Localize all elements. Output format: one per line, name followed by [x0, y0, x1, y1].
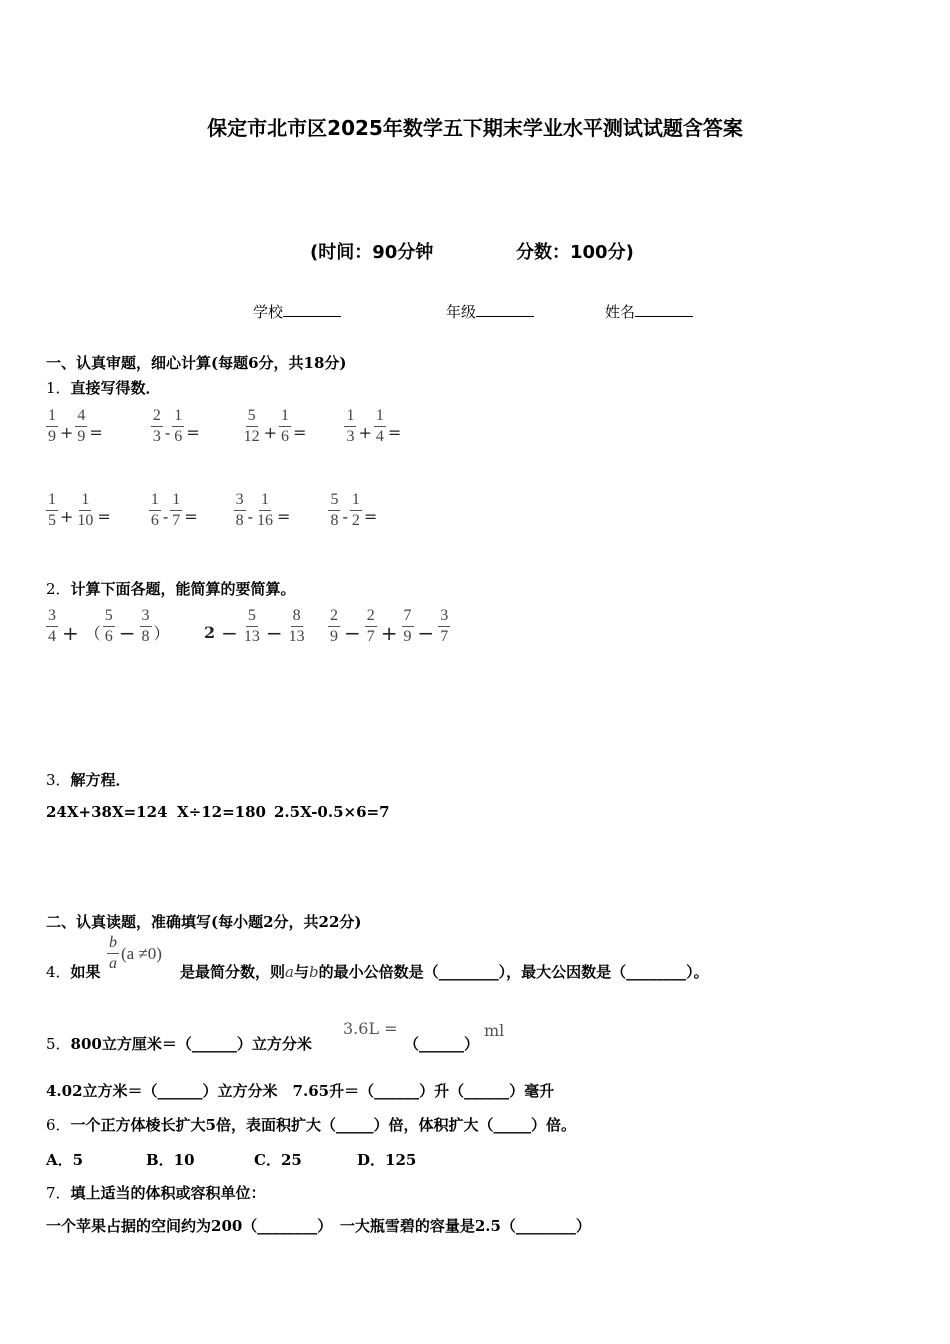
q7	[46, 1182, 266, 1203]
equation: X÷12=180	[177, 803, 266, 821]
equals-sign: =	[363, 507, 378, 526]
q6-number: 6．	[46, 1116, 71, 1134]
equals-sign: =	[89, 423, 103, 442]
operator: +	[60, 423, 74, 442]
paren: ）	[153, 624, 170, 643]
page-title: 保定市北市区2025年数学五下期末学业水平测试试题含答案	[207, 116, 743, 140]
equals-sign: =	[184, 507, 198, 526]
calc-item	[328, 492, 379, 529]
operator: −	[265, 620, 283, 645]
q6-text: 一个正方体棱长扩大5倍，表面积扩大（_____）倍，体积扩大（_____）倍。	[70, 1116, 576, 1134]
section1-heading: 一、认真审题，细心计算(每题6分，共18分)	[46, 354, 347, 372]
name-field	[605, 301, 693, 322]
q1-row1	[46, 408, 403, 445]
q5-liters: 3.6L =	[343, 1019, 398, 1038]
calc-item	[46, 492, 113, 529]
operator: −	[344, 620, 361, 645]
number: 2	[204, 623, 216, 642]
fraction: $\frac{1}{2}$	[351, 491, 360, 529]
exam-time: (时间：90分钟	[310, 242, 434, 263]
fraction: $\frac{1}{9}$	[48, 407, 56, 445]
q1-text: 直接写得数．	[70, 379, 161, 397]
fraction: $\frac{3}{7}$	[440, 607, 449, 645]
fraction: $\frac{5}{12}$	[243, 407, 260, 445]
fraction: $\frac{2}{3}$	[152, 407, 161, 445]
school-field	[253, 301, 341, 322]
q7-line: 一个苹果占据的空间约为200（________） 一大瓶雪碧的容量是2.5（________）	[46, 1217, 591, 1235]
fraction: $\frac{1}{7}$	[172, 491, 181, 529]
fraction: $\frac{8}{13}$	[288, 607, 305, 645]
q3-number: 3．	[46, 771, 71, 789]
q5b: 4.02立方米＝（______）立方分米 7.65升＝（______）升（______）毫升	[46, 1082, 555, 1100]
q5-blank: （______）	[404, 1035, 480, 1053]
q2-expr2	[202, 608, 307, 645]
operator: −	[221, 620, 238, 645]
exam-score: 分数：100分)	[516, 242, 634, 263]
fraction: $\frac{4}{9}$	[77, 407, 86, 445]
fraction: $\frac{3}{8}$	[141, 607, 150, 645]
equals-sign: =	[293, 423, 307, 442]
operator: -	[247, 507, 254, 526]
name-label: 姓名	[605, 303, 636, 321]
q5-unit: ml	[484, 1021, 505, 1040]
option-d: D．125	[357, 1151, 417, 1169]
grade-label: 年级	[446, 303, 477, 321]
q2-expr1	[46, 608, 172, 645]
equation: 2.5X-0.5×6=7	[274, 803, 390, 821]
operator: +	[60, 507, 74, 526]
q4-condition: (a ≠0)	[121, 943, 162, 963]
q2	[46, 578, 296, 599]
operator: +	[358, 423, 372, 442]
operator: -	[162, 507, 169, 526]
q3-text: 解方程．	[70, 771, 131, 789]
calc-item	[242, 408, 309, 445]
grade-field	[446, 301, 534, 322]
q4-pre: 如果	[70, 963, 101, 981]
option-a: A．5	[46, 1151, 84, 1169]
fraction: $\frac{1}{6}$	[150, 491, 159, 529]
q4-prefix	[46, 961, 101, 982]
school-blank	[283, 302, 341, 317]
fraction-den: a	[109, 955, 117, 972]
q1-number: 1．	[46, 379, 71, 397]
fraction: $\frac{1}{5}$	[48, 491, 56, 529]
q1	[46, 377, 161, 398]
operator: -	[342, 507, 348, 526]
fraction: $\frac{5}{8}$	[330, 491, 339, 529]
q5-text: 800立方厘米＝（______）立方分米	[70, 1035, 312, 1053]
q2-text: 计算下面各题，能简算的要简算。	[70, 580, 296, 598]
option-c: C．25	[254, 1151, 302, 1169]
option-b: B．10	[146, 1151, 195, 1169]
fraction: $\frac{3}{4}$	[48, 607, 56, 645]
fraction: $\frac{5}{6}$	[104, 607, 113, 645]
fraction: $\frac{3}{8}$	[235, 491, 244, 529]
q7-text: 填上适当的体积或容积单位：	[70, 1184, 266, 1202]
fraction: $\frac{1}{10}$	[77, 491, 94, 529]
q2-expr3	[328, 608, 450, 645]
fraction: $\frac{1}{4}$	[375, 407, 384, 445]
q5-number: 5．	[46, 1035, 71, 1053]
q7-number: 7．	[46, 1184, 71, 1202]
grade-blank	[476, 302, 534, 317]
fraction: $\frac{2}{9}$	[330, 607, 338, 645]
q4-fraction	[107, 935, 162, 972]
operator: −	[417, 620, 435, 645]
q3	[46, 769, 131, 790]
operator: −	[118, 620, 136, 645]
name-blank	[635, 302, 693, 317]
paren: （	[84, 624, 101, 643]
q2-number: 2．	[46, 580, 71, 598]
equals-sign: =	[186, 423, 200, 442]
equation: 24X+38X=124	[46, 803, 168, 821]
q4-number: 4．	[46, 963, 71, 981]
q5	[46, 1033, 312, 1054]
equals-sign: =	[387, 423, 402, 442]
equals-sign: =	[277, 507, 291, 526]
operator: -	[164, 423, 171, 442]
calc-item	[344, 408, 403, 445]
school-label: 学校	[253, 303, 284, 321]
fraction: $\frac{1}{3}$	[346, 407, 355, 445]
section2-heading: 二、认真读题，准确填写(每小题2分，共22分)	[46, 913, 362, 931]
calc-item	[151, 408, 202, 445]
fraction: $\frac{1}{6}$	[174, 407, 183, 445]
calc-item	[149, 492, 200, 529]
operator: +	[263, 423, 278, 442]
q1-row2	[46, 492, 379, 529]
q6	[46, 1114, 576, 1135]
fraction: $\frac{7}{9}$	[403, 607, 412, 645]
operator: +	[380, 620, 398, 645]
fraction: $\frac{5}{13}$	[243, 607, 260, 645]
fraction-num: b	[107, 935, 119, 954]
calc-item	[234, 492, 293, 529]
fraction: $\frac{1}{16}$	[257, 491, 274, 529]
q4-text: 是最简分数，则a与b的最小公倍数是（________），最大公因数是（________）。	[180, 963, 709, 981]
operator: +	[62, 620, 79, 645]
fraction: $\frac{2}{7}$	[366, 607, 375, 645]
fraction: $\frac{1}{6}$	[281, 407, 290, 445]
equals-sign: =	[97, 507, 111, 526]
calc-item	[46, 408, 105, 445]
